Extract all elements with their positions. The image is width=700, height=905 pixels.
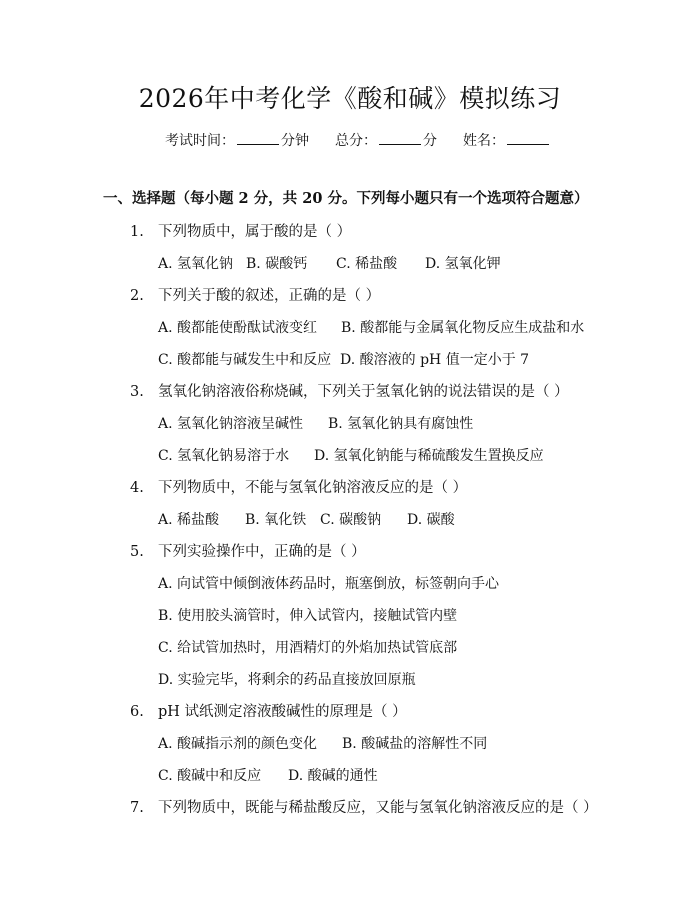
question-text: 下列物质中，属于酸的是（ ） [158,224,352,240]
question-4-options [158,509,455,531]
question-5-option-c [158,637,457,659]
question-2 [130,285,380,307]
question-6 [130,701,407,723]
option-a: A. 氢氧化钠 [158,256,234,272]
question-3-options-row-1 [158,413,473,435]
time-blank [237,130,279,145]
option-a: A. 氢氧化钠溶液呈碱性 [158,416,304,432]
question-number: 3. [130,384,144,400]
question-text: 下列物质中，既能与稀盐酸反应，又能与氢氧化钠溶液反应的是（ ） [158,800,598,816]
name-label: 姓名： [463,133,505,149]
option-c: C. 氢氧化钠易溶于水 [158,448,290,464]
score-label: 总分： [335,133,377,149]
score-unit: 分 [423,133,437,149]
question-6-options-row-1 [158,733,487,755]
question-5-option-d [158,669,416,691]
question-5-option-a [158,573,499,595]
option-c: C. 给试管加热时，用酒精灯的外焰加热试管底部 [158,640,458,656]
question-text: 下列物质中，不能与氢氧化钠溶液反应的是（ ） [158,480,468,496]
question-3 [130,381,569,403]
option-d: D. 氢氧化钾 [425,256,501,272]
option-a: A. 向试管中倾倒液体药品时，瓶塞倒放，标签朝向手心 [158,576,500,592]
option-c: C. 酸碱中和反应 [158,768,262,784]
time-unit: 分钟 [281,133,309,149]
option-c: C. 稀盐酸 [336,256,398,272]
question-text: 氢氧化钠溶液俗称烧碱，下列关于氢氧化钠的说法错误的是（ ） [158,384,569,400]
question-5-option-b [158,605,457,627]
option-d: D. 酸溶液的 pH 值一定小于 7 [340,352,530,368]
option-c: C. 碳酸钠 [320,512,382,528]
question-6-options-row-2 [158,765,378,787]
question-number: 1. [130,224,144,240]
page-title: 2026年中考化学《酸和碱》模拟练习 [138,84,562,113]
question-text: pH 试纸测定溶液酸碱性的原理是（ ） [158,704,407,720]
option-d: D. 实验完毕，将剩余的药品直接放回原瓶 [158,672,416,688]
time-label: 考试时间： [165,133,235,149]
option-b: B. 氧化铁 [245,512,307,528]
question-number: 6. [130,704,144,720]
option-a: A. 酸碱指示剂的颜色变化 [158,736,318,752]
question-2-options-row-2 [158,349,529,371]
exam-info-line [165,130,551,151]
option-b: B. 氢氧化钠具有腐蚀性 [328,416,474,432]
option-b: B. 酸碱盐的溶解性不同 [342,736,488,752]
name-blank [507,130,549,145]
option-a: A. 稀盐酸 [158,512,220,528]
question-4 [130,477,467,499]
section-heading: 一、选择题（每小题 2 分，共 20 分。下列每小题只有一个选项符合题意） [103,190,589,207]
question-1-options [158,253,501,275]
question-number: 5. [130,544,144,560]
question-number: 7. [130,800,144,816]
score-blank [379,130,421,145]
question-1 [130,221,351,243]
option-b: B. 碳酸钙 [246,256,308,272]
option-d: D. 碳酸 [407,512,455,528]
option-b: B. 酸都能与金属氧化物反应生成盐和水 [341,320,585,336]
question-text: 下列关于酸的叙述，正确的是（ ） [158,288,381,304]
option-b: B. 使用胶头滴管时，伸入试管内，接触试管内壁 [158,608,458,624]
question-5 [130,541,366,563]
option-d: D. 氢氧化钠能与稀硫酸发生置换反应 [314,448,544,464]
question-7 [130,797,598,819]
question-3-options-row-2 [158,445,544,467]
option-d: D. 酸碱的通性 [288,768,378,784]
question-text: 下列实验操作中，正确的是（ ） [158,544,366,560]
question-number: 2. [130,288,144,304]
option-c: C. 酸都能与碱发生中和反应 [158,352,332,368]
question-2-options-row-1 [158,317,584,339]
question-number: 4. [130,480,144,496]
option-a: A. 酸都能使酚酞试液变红 [158,320,318,336]
